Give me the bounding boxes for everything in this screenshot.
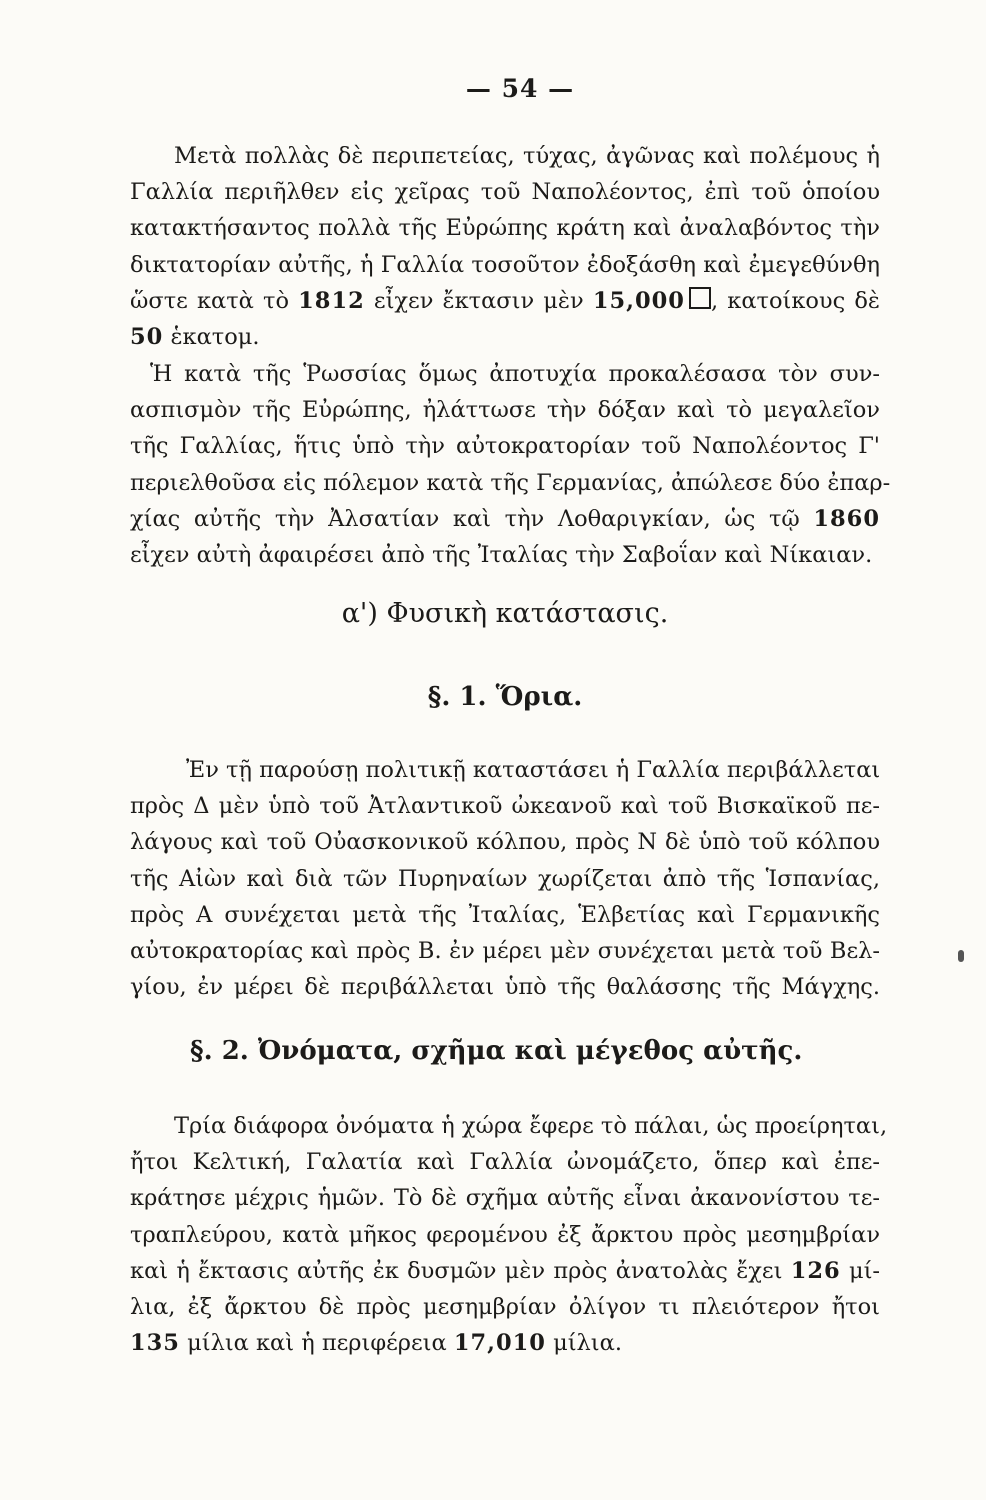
text-fragment: ἑκατομ. [163,324,260,351]
paragraph-russia [130,356,891,573]
year-1812: 1812 [298,287,365,314]
paragraph-names [130,1108,888,1361]
text-line: Μετὰ πολλὰς δὲ περιπετείας, τύχας, ἀγῶνας καὶ πολέμους ἡ [174,143,880,169]
text-line: κατακτήσαντος πολλὰ τῆς Εὐρώπης κράτη καὶ ἀναλαβόντος τὴν [130,215,880,242]
text-line: αὐτοκρατορίας καὶ πρὸς Β. ἐν μέρει μὲν συνέχεται μετὰ τοῦ Βελ- [130,938,880,965]
text-line [130,1253,880,1289]
text-line: πρὸς Δ μὲν ὑπὸ τοῦ Ἀτλαντικοῦ ὠκεανοῦ καὶ τοῦ Βισκαϊκοῦ πε- [130,793,880,820]
section-heading-physical-state: α') Φυσικὴ κατάστασις. [341,598,669,629]
text-fragment: εἶχεν ἔκτασιν μὲν [364,287,593,314]
page-number: — 54 — [465,74,575,103]
text-line: πρὸς Α συνέχεται μετὰ τῆς Ἰταλίας, Ἑλβετίας καὶ Γερμανικῆς [130,901,880,928]
text-fragment: καὶ ἡ ἔκτασις αὐτῆς ἐκ δυσμῶν μὲν πρὸς ἀνατολὰς ἔχει [130,1257,791,1284]
year-1860: 1860 [813,505,880,532]
section-heading-borders: §. 1. Ὅρια. [427,682,583,712]
text-fragment: μί- [840,1257,880,1284]
square-unit-icon [689,287,711,309]
ink-smudge [958,950,964,962]
text-line: περιελθοῦσα εἰς πόλεμον κατὰ τῆς Γερμανίας, ἀπώλεσε δύο ἐπαρ- [130,469,891,496]
area-value: 15,000 [592,287,685,314]
text-line: εἶχεν αὐτὴ ἀφαιρέσει ἀπὸ τῆς Ἰταλίας τὴν Σαβοΐαν καὶ Νίκαιαν. [130,542,873,569]
perimeter-value: 17,010 [453,1330,546,1357]
text-line: Ἡ κατὰ τῆς Ῥωσσίας ὅμως ἀποτυχία προκαλέσασα τὸν συν- [150,361,880,387]
text-line: Τρία διάφορα ὀνόματα ἡ χώρα ἔφερε τὸ πάλαι, ὡς προείρηται, [174,1113,888,1139]
section-heading-names-shape-size: §. 2. Ὀνόματα, σχῆμα καὶ μέγεθος αὐτῆς. [190,1036,803,1066]
text-line: ασπισμὸν τῆς Εὐρώπης, ἠλάττωσε τὴν δόξαν καὶ τὸ μεγαλεῖον [130,397,880,424]
text-line: τῆς Αἰὼν καὶ διὰ τῶν Πυρηναίων χωρίζεται ἀπὸ τῆς Ἱσπανίας, [130,865,880,892]
text-line: ἤτοι Κελτική, Γαλατία καὶ Γαλλία ὠνομάζετο, ὅπερ καὶ ἐπε- [130,1149,880,1176]
text-line: τραπλεύρου, κατὰ μῆκος φερομένου ἐξ ἄρκτου πρὸς μεσημβρίαν [130,1221,880,1248]
text-line: Ἐν τῇ παρούσῃ πολιτικῇ καταστάσει ἡ Γαλλία περιβάλλεται [186,757,881,783]
text-line: Γαλλία περιῆλθεν εἰς χεῖρας τοῦ Ναπολέοντος, ἐπὶ τοῦ ὁποίου [130,179,880,206]
text-fragment: μίλια. [545,1330,622,1357]
text-line: κράτησε μέχρις ἡμῶν. Τὸ δὲ σχῆμα αὐτῆς εἶναι ἀκανονίστου τε- [130,1185,880,1212]
text-fragment: , κατοίκους δὲ [710,287,880,314]
length-value: 126 [790,1257,841,1284]
text-fragment: μίλια καὶ ἡ περιφέρεια [179,1330,454,1357]
text-line: τῆς Γαλλίας, ἥτις ὑπὸ τὴν αὐτοκρατορίαν τοῦ Ναπολέοντος Γ' [130,433,880,460]
text-fragment: χίας αὐτῆς τὴν Ἀλσατίαν καὶ τὴν Λοθαριγκίαν, ὡς τῷ [130,505,814,532]
text-line: λια, ἐξ ἄρκτου δὲ πρὸς μεσημβρίαν ὀλίγον τι πλειότερον ἤτοι [130,1294,880,1321]
text-line: γίου, ἐν μέρει δὲ περιβάλλεται ὑπὸ τῆς θαλάσσης τῆς Μάγχης. [130,974,880,1001]
paragraph-borders [130,752,880,1005]
paragraph-napoleon [130,138,880,355]
text-line [130,501,880,537]
text-line [130,283,880,319]
text-fragment: ὥστε κατὰ τὸ [130,287,299,314]
text-line [130,319,880,355]
population-value: 50 [130,324,164,351]
text-line [130,1325,880,1361]
width-value: 135 [130,1330,180,1357]
text-line: δικτατορίαν αὐτῆς, ἡ Γαλλία τοσοῦτον ἐδοξάσθη καὶ ἐμεγεθύνθη [130,251,880,278]
text-line: λάγους καὶ τοῦ Οὐασκονικοῦ κόλπου, πρὸς Ν δὲ ὑπὸ τοῦ κόλπου [130,829,880,856]
